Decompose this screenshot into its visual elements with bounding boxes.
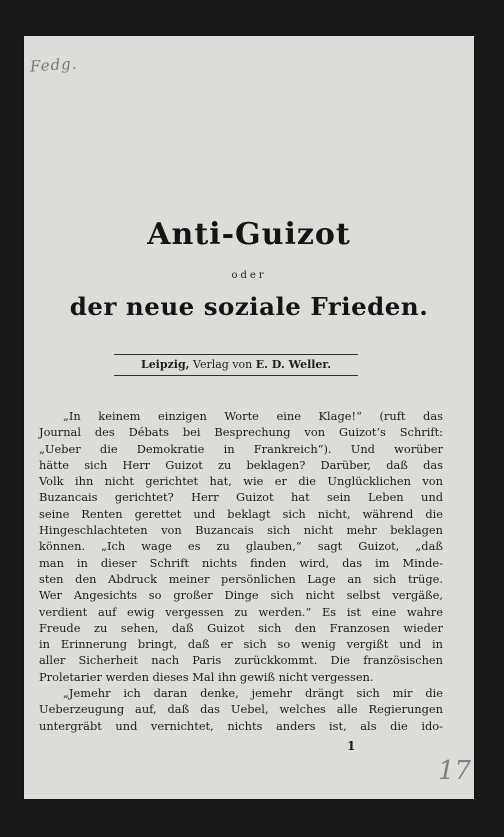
body-line: „Jemehr ich daran denke, jemehr drängt sich mir die xyxy=(63,686,443,701)
body-line: hätte sich Herr Guizot zu beklagen? Darüber, daß das xyxy=(39,457,443,472)
body-line: Proletarier werden dieses Mal ihn gewiß nicht vergessen. xyxy=(39,669,374,684)
body-line: man in dieser Schrift nichts finden wird, das im Minde- xyxy=(39,555,443,570)
document-page xyxy=(24,36,474,799)
body-line: verdient auf ewig vergessen zu werden.“ Es ist eine wahre xyxy=(39,604,443,619)
body-line: Journal des Débats bei Besprechung von Guizot’s Schrift: xyxy=(39,425,443,440)
body-line: Volk ihn nicht gerichtet hat, wie er die Unglücklichen von xyxy=(39,474,443,489)
body-line: Buzancais gerichtet? Herr Guizot hat sein Leben und xyxy=(39,490,443,505)
pencil-annotation-top: Fedg. xyxy=(29,54,79,76)
body-line: „In keinem einzigen Worte eine Klage!“ (ruft das xyxy=(63,409,443,423)
pencil-annotation-bottom: 17 xyxy=(438,756,472,786)
body-line: untergräbt und vernichtet, nichts anders ist, als die ido- xyxy=(39,718,443,733)
title-connector: oder xyxy=(231,270,267,281)
body-line: in Erinnerung bringt, daß er sich so wenig vergißt und in xyxy=(39,637,443,652)
imprint-publisher-text: Verlag von xyxy=(193,358,253,371)
subtitle: der neue soziale Frieden. xyxy=(69,292,429,321)
imprint-rule-top xyxy=(114,354,358,355)
body-line: können. „Ich wage es zu glauben,“ sagt Guizot, „daß xyxy=(39,539,443,554)
body-line: aller Sicherheit nach Paris zurückkommt. Die französischen xyxy=(39,653,443,668)
imprint-place: Leipzig, xyxy=(140,358,190,371)
imprint-rule-bottom xyxy=(114,375,358,376)
body-text xyxy=(39,408,443,734)
body-line: Wer Angesichts so großer Dinge sich nicht selbst vergäße, xyxy=(39,588,443,603)
body-line: Freude zu sehen, daß Guizot sich den Franzosen wieder xyxy=(39,620,443,635)
title: Anti-Guizot xyxy=(147,217,351,252)
body-line: seine Renten gerettet und beklagt sich nicht, während die xyxy=(39,506,443,521)
body-line: „Ueber die Demokratie in Frankreich“). Und worüber xyxy=(39,441,443,456)
body-line: Ueberzeugung auf, daß das Uebel, welches alle Regierungen xyxy=(39,702,443,717)
body-line: sten den Abdruck meiner persönlichen Lage an sich trüge. xyxy=(39,571,443,586)
body-line: Hingeschlachteten von Buzancais sich nicht mehr beklagen xyxy=(39,523,443,538)
imprint xyxy=(114,358,358,371)
imprint-publisher-name: E. D. Weller. xyxy=(255,358,332,371)
page-number: 1 xyxy=(347,739,356,753)
